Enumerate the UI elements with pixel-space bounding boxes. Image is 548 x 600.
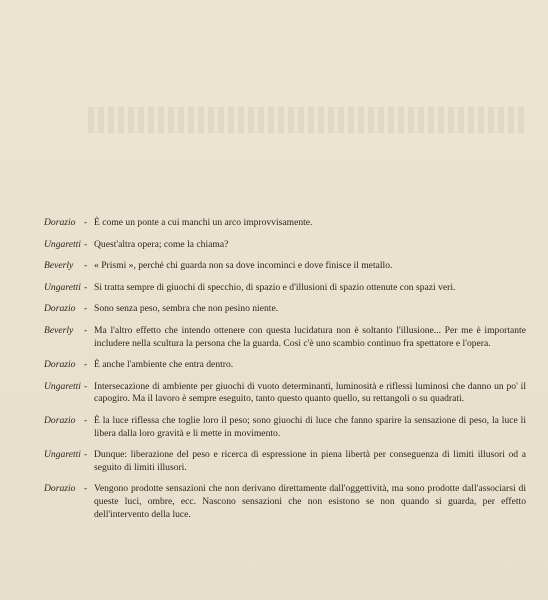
spoken-text: Sono senza peso, sembra che non pesino niente. <box>94 303 279 315</box>
speaker-name: Ungaretti <box>44 281 81 293</box>
speaker-name: Beverly <box>44 260 74 272</box>
bleed-through-texture <box>88 107 528 133</box>
dialogue-turn <box>44 217 526 230</box>
speaker-name: Ungaretti <box>44 380 81 392</box>
spoken-text: Ma l'altro effetto che intendo ottenere con questa lucidatura non è soltanto l'illusione... Per me è importante includere nella scultura la persona che la guarda. Così c'è uno scambio continuo fra spettatore e l'opera. <box>94 324 526 349</box>
speaker-dash: - <box>84 359 88 371</box>
speaker-name: Dorazio <box>44 303 76 315</box>
speaker-dash: - <box>84 303 88 315</box>
speaker-dash: - <box>84 281 88 293</box>
speaker-name: Ungaretti <box>44 238 81 250</box>
speaker-dash: - <box>84 380 88 392</box>
dialogue-turn <box>44 282 526 295</box>
speaker-dash: - <box>84 483 88 495</box>
spoken-text: Intersecazione di ambiente per giuochi di vuoto determinanti, luminosità e riflessi luminosi che danno un po' il capogiro. Ma il lavoro è sempre eseguito, tanto questo quanto quello, su rettangoli o su quadrati. <box>94 380 526 405</box>
spoken-text: Quest'altra opera; come la chiama? <box>94 238 229 250</box>
spoken-text: È come un ponte a cui manchi un arco improvvisamente. <box>94 217 313 228</box>
dialogue-turn <box>44 260 526 273</box>
spoken-text: « Prismi », perché chi guarda non sa dove incominci e dove finisce il metallo. <box>94 260 393 272</box>
spoken-text: Vengono prodotte sensazioni che non derivano direttamente dall'oggettività, ma sono prodotte dall'associarsi di queste luci, ombre, ecc. Nascono sensazioni che non esistono se non quando si guarda, per effetto dell'intervento della luce. <box>94 483 526 520</box>
dialogue-turn <box>44 449 526 474</box>
speaker-dash: - <box>84 238 88 250</box>
speaker-name: Dorazio <box>44 414 76 426</box>
dialogue-turn <box>44 483 526 521</box>
speaker-dash: - <box>84 217 88 228</box>
speaker-name: Beverly <box>44 324 74 336</box>
dialogue-turn <box>44 303 526 316</box>
speaker-name: Ungaretti <box>44 449 81 461</box>
spoken-text: È la luce riflessa che toglie loro il peso; sono giuochi di luce che fanno sparire la sensazione di peso, la luce li libera dalla loro gravità e li mette in movimento. <box>94 414 526 439</box>
dialogue-turn <box>44 415 526 440</box>
dialogue-turn <box>44 381 526 406</box>
dialogue-turn <box>44 359 526 372</box>
spoken-text: Si tratta sempre di giuochi di specchio, di spazio e d'illusioni di spazio ottenute con spazi veri. <box>94 281 456 293</box>
speaker-name: Dorazio <box>44 359 76 371</box>
dialogue-transcript <box>44 217 526 530</box>
speaker-name: Dorazio <box>44 217 76 228</box>
spoken-text: Dunque: liberazione del peso e ricerca di espressione in piena libertà per conseguenza di limiti illusori od a seguito di limiti illusori. <box>94 449 526 473</box>
spoken-text: È anche l'ambiente che entra dentro. <box>94 359 234 371</box>
dialogue-turn <box>44 239 526 252</box>
speaker-name: Dorazio <box>44 483 76 495</box>
speaker-dash: - <box>84 324 88 336</box>
speaker-dash: - <box>84 260 88 272</box>
dialogue-turn <box>44 325 526 350</box>
speaker-dash: - <box>84 414 88 426</box>
speaker-dash: - <box>84 449 88 461</box>
